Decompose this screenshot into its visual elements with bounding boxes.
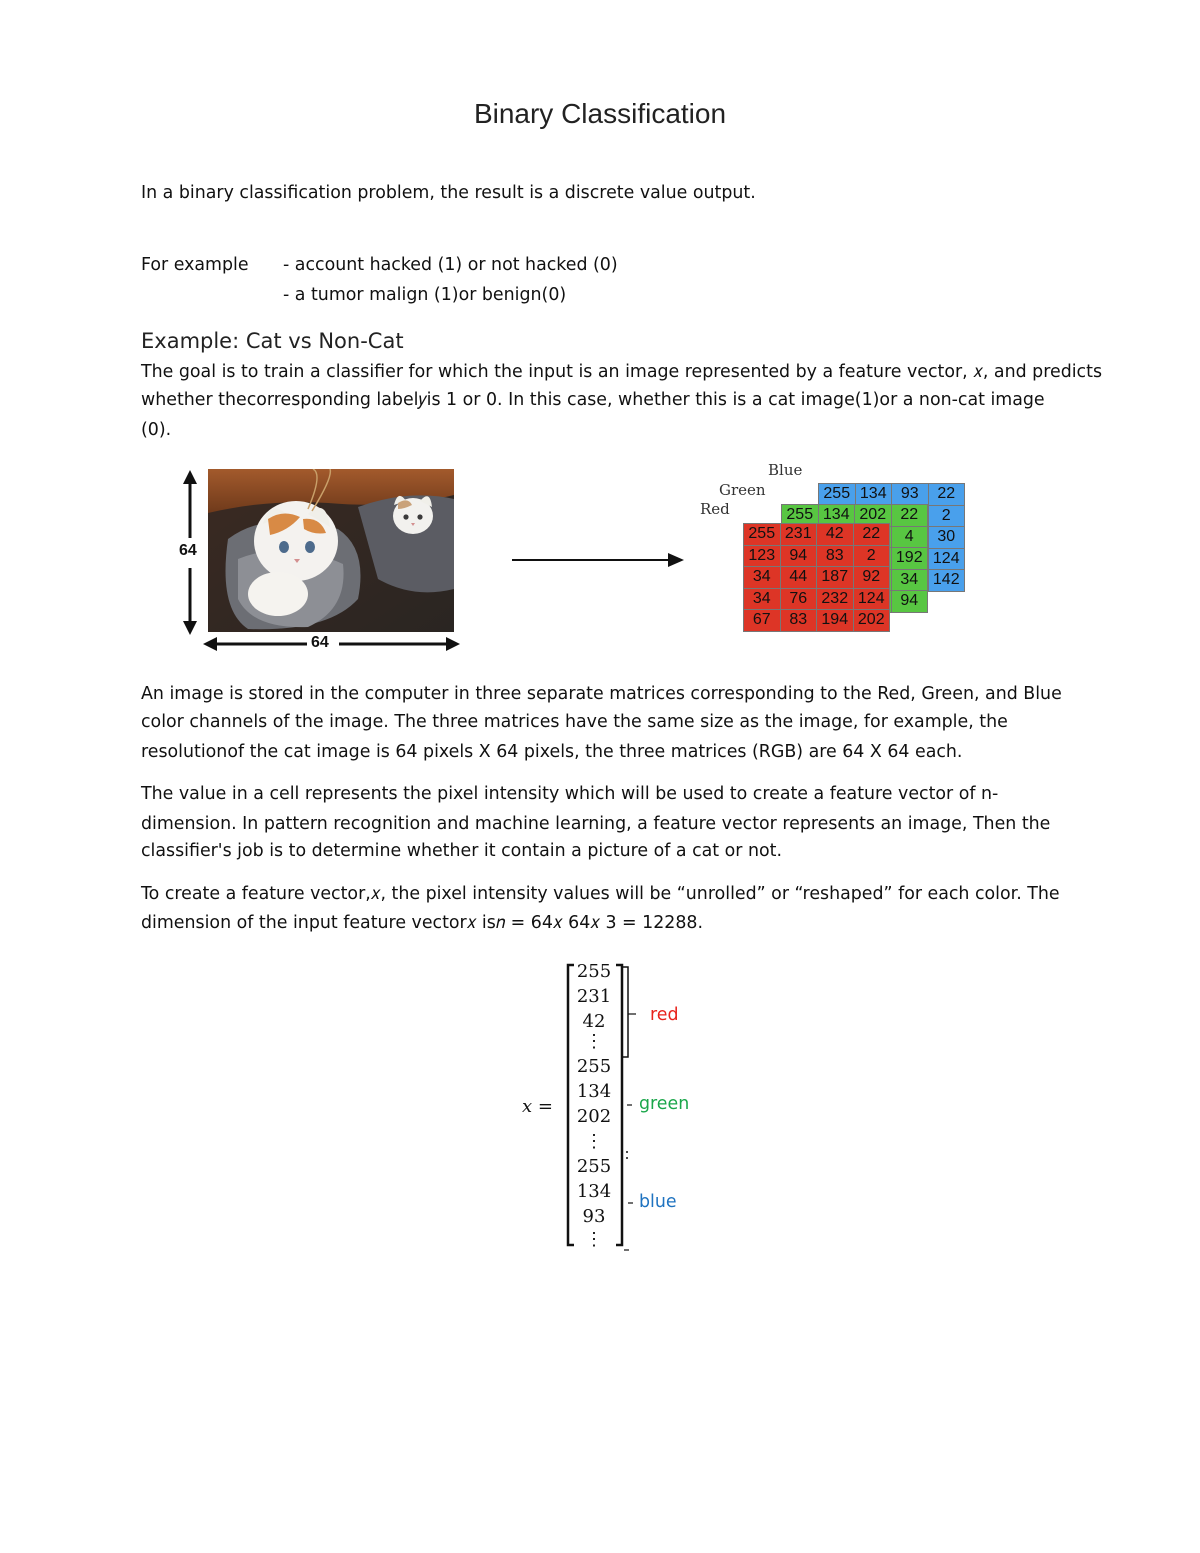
- channel-label-green: Green: [719, 481, 766, 499]
- matrix-cell: 124: [853, 588, 890, 610]
- width-label: 64: [311, 634, 329, 651]
- vector-entry: 255: [576, 961, 612, 982]
- intro-paragraph: In a binary classification problem, the result is a discrete value output.: [141, 183, 756, 203]
- matrix-cell: 202: [853, 610, 890, 632]
- matrix-cell: 42: [817, 524, 854, 546]
- matrix-cell: 30: [928, 527, 965, 549]
- matrix-cell: 76: [780, 588, 817, 610]
- matrix-cell: 255: [819, 484, 856, 506]
- matrix-cell: 22: [853, 524, 890, 546]
- goal-line: (0).: [141, 420, 172, 440]
- matrix-cell: 34: [744, 567, 781, 589]
- matrix-cell: 124: [928, 548, 965, 570]
- paragraph-line: To create a feature vector,𝑥, the pixel intensity values will be “unrolled” or “reshaped” for each color. The: [141, 884, 1060, 904]
- matrix-cell: 92: [853, 567, 890, 589]
- goal-line: whether thecorresponding label𝑦is 1 or 0. In this case, whether this is a cat image(1)or a non-cat image: [141, 390, 1045, 410]
- paragraph-line: dimension of the input feature vector𝑥 is𝑛 = 64𝑥 64𝑥 3 = 12288.: [141, 913, 704, 933]
- matrix-cell: 4: [891, 526, 928, 548]
- paragraph-line: classifier's job is to determine whether it contain a picture of a cat or not.: [141, 841, 782, 861]
- matrix-cell: 67: [744, 610, 781, 632]
- matrix-cell: 192: [891, 548, 928, 570]
- matrix-cell: 22: [928, 484, 965, 506]
- matrix-cell: 94: [891, 591, 928, 613]
- paragraph-line: The value in a cell represents the pixel intensity which will be used to create a feature vector of n-: [141, 784, 999, 804]
- matrix-cell: 2: [928, 505, 965, 527]
- paragraph-line: color channels of the image. The three matrices have the same size as the image, for example, the: [141, 712, 1008, 732]
- vector-ellipsis: ⋮: [585, 1131, 603, 1152]
- height-label: 64: [179, 542, 197, 559]
- paragraph-line: dimension. In pattern recognition and machine learning, a feature vector represents an image, Then the: [141, 814, 1051, 834]
- vector-entry: 202: [576, 1106, 612, 1127]
- matrix-cell: 202: [855, 505, 892, 527]
- vector-label-blue: blue: [639, 1192, 677, 1212]
- paragraph-line: resolutionof the cat image is 64 pixels X 64 pixels, the three matrices (RGB) are 64 X 64 each.: [141, 742, 963, 762]
- goal-line: The goal is to train a classifier for which the input is an image represented by a feature vector, 𝑥, and predicts: [141, 362, 1102, 382]
- vector-lhs: 𝑥 =: [522, 1096, 553, 1117]
- vector-label-red: red: [650, 1005, 679, 1025]
- vector-entry: 134: [576, 1081, 612, 1102]
- vector-entry: 255: [576, 1056, 612, 1077]
- page-title: Binary Classification: [473, 98, 727, 129]
- matrix-cell: 255: [782, 505, 819, 527]
- channel-label-red: Red: [700, 500, 730, 518]
- matrix-cell: 134: [818, 505, 855, 527]
- matrix-cell: 194: [817, 610, 854, 632]
- vector-entry: 93: [582, 1206, 606, 1227]
- vector-ellipsis: ⋮: [585, 1031, 603, 1052]
- matrix-cell: 83: [780, 610, 817, 632]
- matrix-cell: 22: [891, 505, 928, 527]
- matrix-cell: 142: [928, 570, 965, 592]
- matrix-cell: 2: [853, 545, 890, 567]
- vector-ellipsis: ⋮: [585, 1229, 603, 1250]
- channel-label-blue: Blue: [768, 461, 803, 479]
- example-item: - account hacked (1) or not hacked (0): [283, 255, 618, 275]
- matrix-cell: 34: [744, 588, 781, 610]
- matrix-cell: 232: [817, 588, 854, 610]
- section-heading: Example: Cat vs Non-Cat: [141, 329, 404, 353]
- matrix-cell: 123: [744, 545, 781, 567]
- matrix-cell: 94: [780, 545, 817, 567]
- conversion-arrow: [512, 551, 684, 569]
- vector-entry: 231: [576, 986, 612, 1007]
- vector-entry: 255: [576, 1156, 612, 1177]
- kitten-photo: [208, 469, 454, 632]
- vector-label-green: green: [639, 1094, 690, 1114]
- vector-entry: 134: [576, 1181, 612, 1202]
- matrix-cell: 231: [780, 524, 817, 546]
- paragraph-line: An image is stored in the computer in three separate matrices corresponding to the Red, Green, and Blue: [141, 684, 1062, 704]
- example-item: - a tumor malign (1)or benign(0): [283, 285, 567, 305]
- examples-lead: For example: [141, 255, 249, 275]
- matrix-cell: 83: [817, 545, 854, 567]
- red-matrix: [743, 523, 890, 632]
- matrix-cell: 255: [744, 524, 781, 546]
- horizontal-dimension-arrow: [203, 634, 460, 654]
- matrix-cell: 187: [817, 567, 854, 589]
- matrix-cell: 134: [855, 484, 892, 506]
- matrix-cell: 93: [892, 484, 929, 506]
- matrix-cell: 34: [891, 569, 928, 591]
- vector-entry: 42: [582, 1011, 606, 1032]
- matrix-cell: 44: [780, 567, 817, 589]
